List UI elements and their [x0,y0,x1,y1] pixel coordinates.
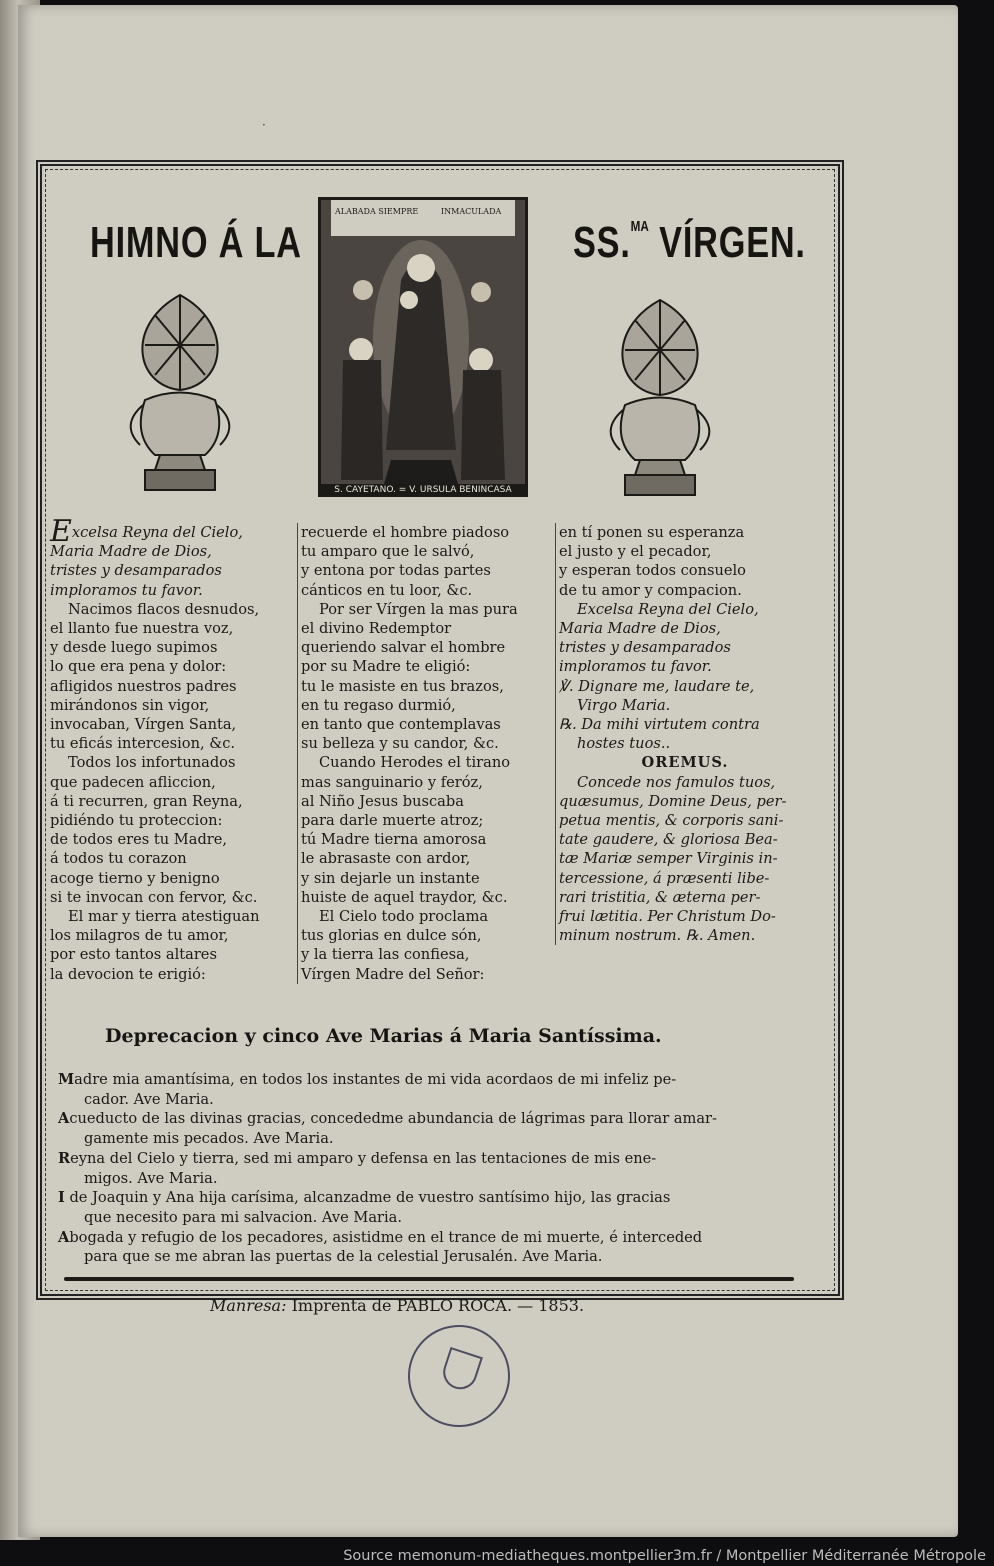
verse-line: El Cielo todo proclama [319,908,489,926]
verse-line: por esto tantos altares [50,946,217,964]
verse-line: el llanto fue nuestra voz, [50,620,234,638]
verse-line: mirándonos sin vigor, [50,696,210,714]
engraving-illustration [321,200,525,494]
verse-line: ℞. Da mihi virtutem contra [559,716,760,734]
deprecacion-line: de Joaquin y Ana hija carísima, alcanzadme de vuestro santísimo hijo, las gracias [64,1189,671,1207]
verse-line: queriendo salvar el hombre [301,639,506,657]
verse-line: frui lætitia. Per Christum Do- [559,908,776,926]
verse-line: su belleza y su candor, &c. [301,735,499,753]
engraving-caption: S. CAYETANO. = V. URSULA BENINCASA [318,484,528,496]
verse-text: xcelsa Reyna del Cielo, [71,524,243,541]
deprecacion-line: cueducto de las divinas gracias, concededme abundancia de lágrimas para llorar amar- [69,1110,717,1128]
verse-line: tu eficás intercesion, &c. [50,735,236,753]
title-ss: SS. [573,218,631,267]
verse-line: si te invocan con fervor, &c. [50,888,258,906]
flower-vase-left-image [115,285,245,500]
verse-line: y desde luego supimos [50,639,218,657]
verse-line: tu le masiste en tus brazos, [301,677,504,695]
deprecacion-list [58,1070,800,1267]
verse-line: hostes tuos.. [577,735,671,753]
verse-line: pidiéndo tu proteccion: [50,812,223,830]
verse-line: afligidos nuestros padres [50,677,237,695]
verse-line: acoge tierno y benigno [50,869,220,887]
deprecacion-line: migos. Ave Maria. [84,1169,218,1187]
verse-line: tristes y desamparados [559,639,731,657]
verse-line: en tu regaso durmió, [301,696,456,714]
verse-line: minum nostrum. ℞. Amen. [559,927,756,945]
verse-line: de todos eres tu Madre, [50,831,228,849]
deprecacion-line: que necesito para mi salvacion. Ave Maria. [84,1208,403,1226]
verse-line: los milagros de tu amor, [50,927,229,945]
hymn-column-1 [50,514,260,984]
verse-line: imploramos tu favor. [559,658,712,676]
verse-line: Virgo Maria. [577,696,671,714]
verse-line: Nacimos flacos desnudos, [68,600,260,618]
deprecacion-item [58,1109,800,1148]
verse-line: Cuando Herodes el tirano [319,754,511,772]
deprecacion-line: cador. Ave Maria. [84,1090,214,1108]
virgin-engraving-image [318,197,528,497]
verse-line: rari tristitia, & æterna per- [559,888,761,906]
title-left: HIMNO Á LA [90,218,302,267]
verse-line: el justo y el pecador, [559,543,712,561]
initial-marker: A [58,1228,70,1246]
verse-line: tú Madre tierna amorosa [301,831,487,849]
verse-line: petua mentis, & corporis sani- [559,812,784,830]
verse-line: lo que era pena y dolor: [50,658,227,676]
verse-line: El mar y tierra atestiguan [68,908,260,926]
verse-line: á ti recurren, gran Reyna, [50,792,243,810]
verse-line: Concede nos famulos tuos, [577,773,776,791]
verse-line: le abrasaste con ardor, [301,850,471,868]
verse-line: tristes y desamparados [50,562,222,580]
source-attribution: Source memonum-mediatheques.montpellier3m.fr / Montpellier Méditerranée Métropole [343,1548,986,1564]
flower-vase-right-image [595,290,725,505]
verse-line: tus glorias en dulce són, [301,927,482,945]
stamp-crest-icon [439,1347,483,1394]
imprint-printer: Imprenta de PABLO ROCA. — 1853. [286,1296,585,1315]
initial-marker: A [58,1110,70,1128]
initial-marker: M [58,1071,75,1088]
verse-line: Vírgen Madre del Señor: [301,965,485,983]
deprecacion-title: Deprecacion y cinco Ave Marias á Maria Santíssima. [105,1025,662,1047]
deprecacion-item [58,1070,800,1109]
deprecacion-item [58,1188,800,1227]
verse-line: por su Madre te eligió: [301,658,471,676]
verse-line: y sin dejarle un instante [301,869,480,887]
hymn-column-3 [555,523,811,945]
verse-line: y entona por todas partes [301,562,491,580]
title-superscript: MA [630,218,649,235]
bottom-rule [64,1277,794,1281]
title-right [573,218,806,268]
title-virgen: VÍRGEN. [648,218,806,267]
verse-line: cánticos en tu loor, &c. [301,581,473,599]
verse-line: el divino Redemptor [301,620,452,638]
verse-line: tate gaudere, & gloriosa Bea- [559,831,778,849]
banner-text-right: INMACULADA [441,207,502,216]
deprecacion-item [58,1228,800,1267]
deprecacion-line: gamente mis pecados. Ave Maria. [84,1130,334,1148]
verse-line: y esperan todos consuelo [559,562,746,580]
verse-line: tæ Mariæ semper Virginis in- [559,850,778,868]
verse-line: y la tierra las confiesa, [301,946,470,964]
deprecacion-line: eyna del Cielo y tierra, sed mi amparo y defensa en las tentaciones de mis ene- [70,1149,657,1167]
verse-line: Excelsa Reyna del Cielo, [577,600,759,618]
verse-line: tercessione, á præsenti libe- [559,869,770,887]
verse-line: quæsumus, Domine Deus, per- [559,792,787,810]
verse-line: Maria Madre de Dios, [50,543,212,561]
drop-cap: E [50,514,72,549]
deprecacion-line: bogada y refugio de los pecadores, asistidme en el trance de mi muerte, é interceded [69,1228,703,1246]
verse-line: al Niño Jesus buscaba [301,792,464,810]
imprint-place: Manresa: [210,1296,287,1315]
verse-line: OREMUS. [641,754,729,772]
initial-marker: R [58,1149,71,1167]
verse-line: para darle muerte atroz; [301,812,484,830]
verse-line: á todos tu corazon [50,850,187,868]
deprecacion-line: para que se me abran las puertas de la celestial Jerusalén. Ave Maria. [84,1248,603,1266]
verse-line: en tanto que contemplavas [301,716,501,734]
verse-line: de tu amor y compacion. [559,581,742,599]
verse-line: Por ser Vírgen la mas pura [319,600,518,618]
verse-line: Todos los infortunados [68,754,236,772]
deprecacion-item [58,1149,800,1188]
verse-line: huiste de aquel traydor, &c. [301,888,508,906]
hymn-column-2 [297,523,518,984]
verse-line: la devocion te erigió: [50,965,206,983]
verse-line: recuerde el hombre piadoso [301,524,510,541]
initial-marker: I [58,1189,65,1207]
verse-line: invocaban, Vírgen Santa, [50,716,237,734]
verse-line: que padecen afliccion, [50,773,216,791]
verse-line [50,514,260,549]
verse-line: imploramos tu favor. [50,581,203,599]
verse-line: en tí ponen su esperanza [559,524,745,541]
verse-line: tu amparo que le salvó, [301,543,475,561]
verse-line: mas sanguinario y feróz, [301,773,483,791]
printer-imprint [210,1296,584,1315]
verse-line: Maria Madre de Dios, [559,620,721,638]
banner-text-left: ALABADA SIEMPRE [335,207,419,216]
page-mark: · [262,118,266,132]
deprecacion-line: adre mia amantísima, en todos los instantes de mi vida acordaos de mi infeliz pe- [74,1071,677,1088]
verse-line: ℣. Dignare me, laudare te, [559,677,755,695]
